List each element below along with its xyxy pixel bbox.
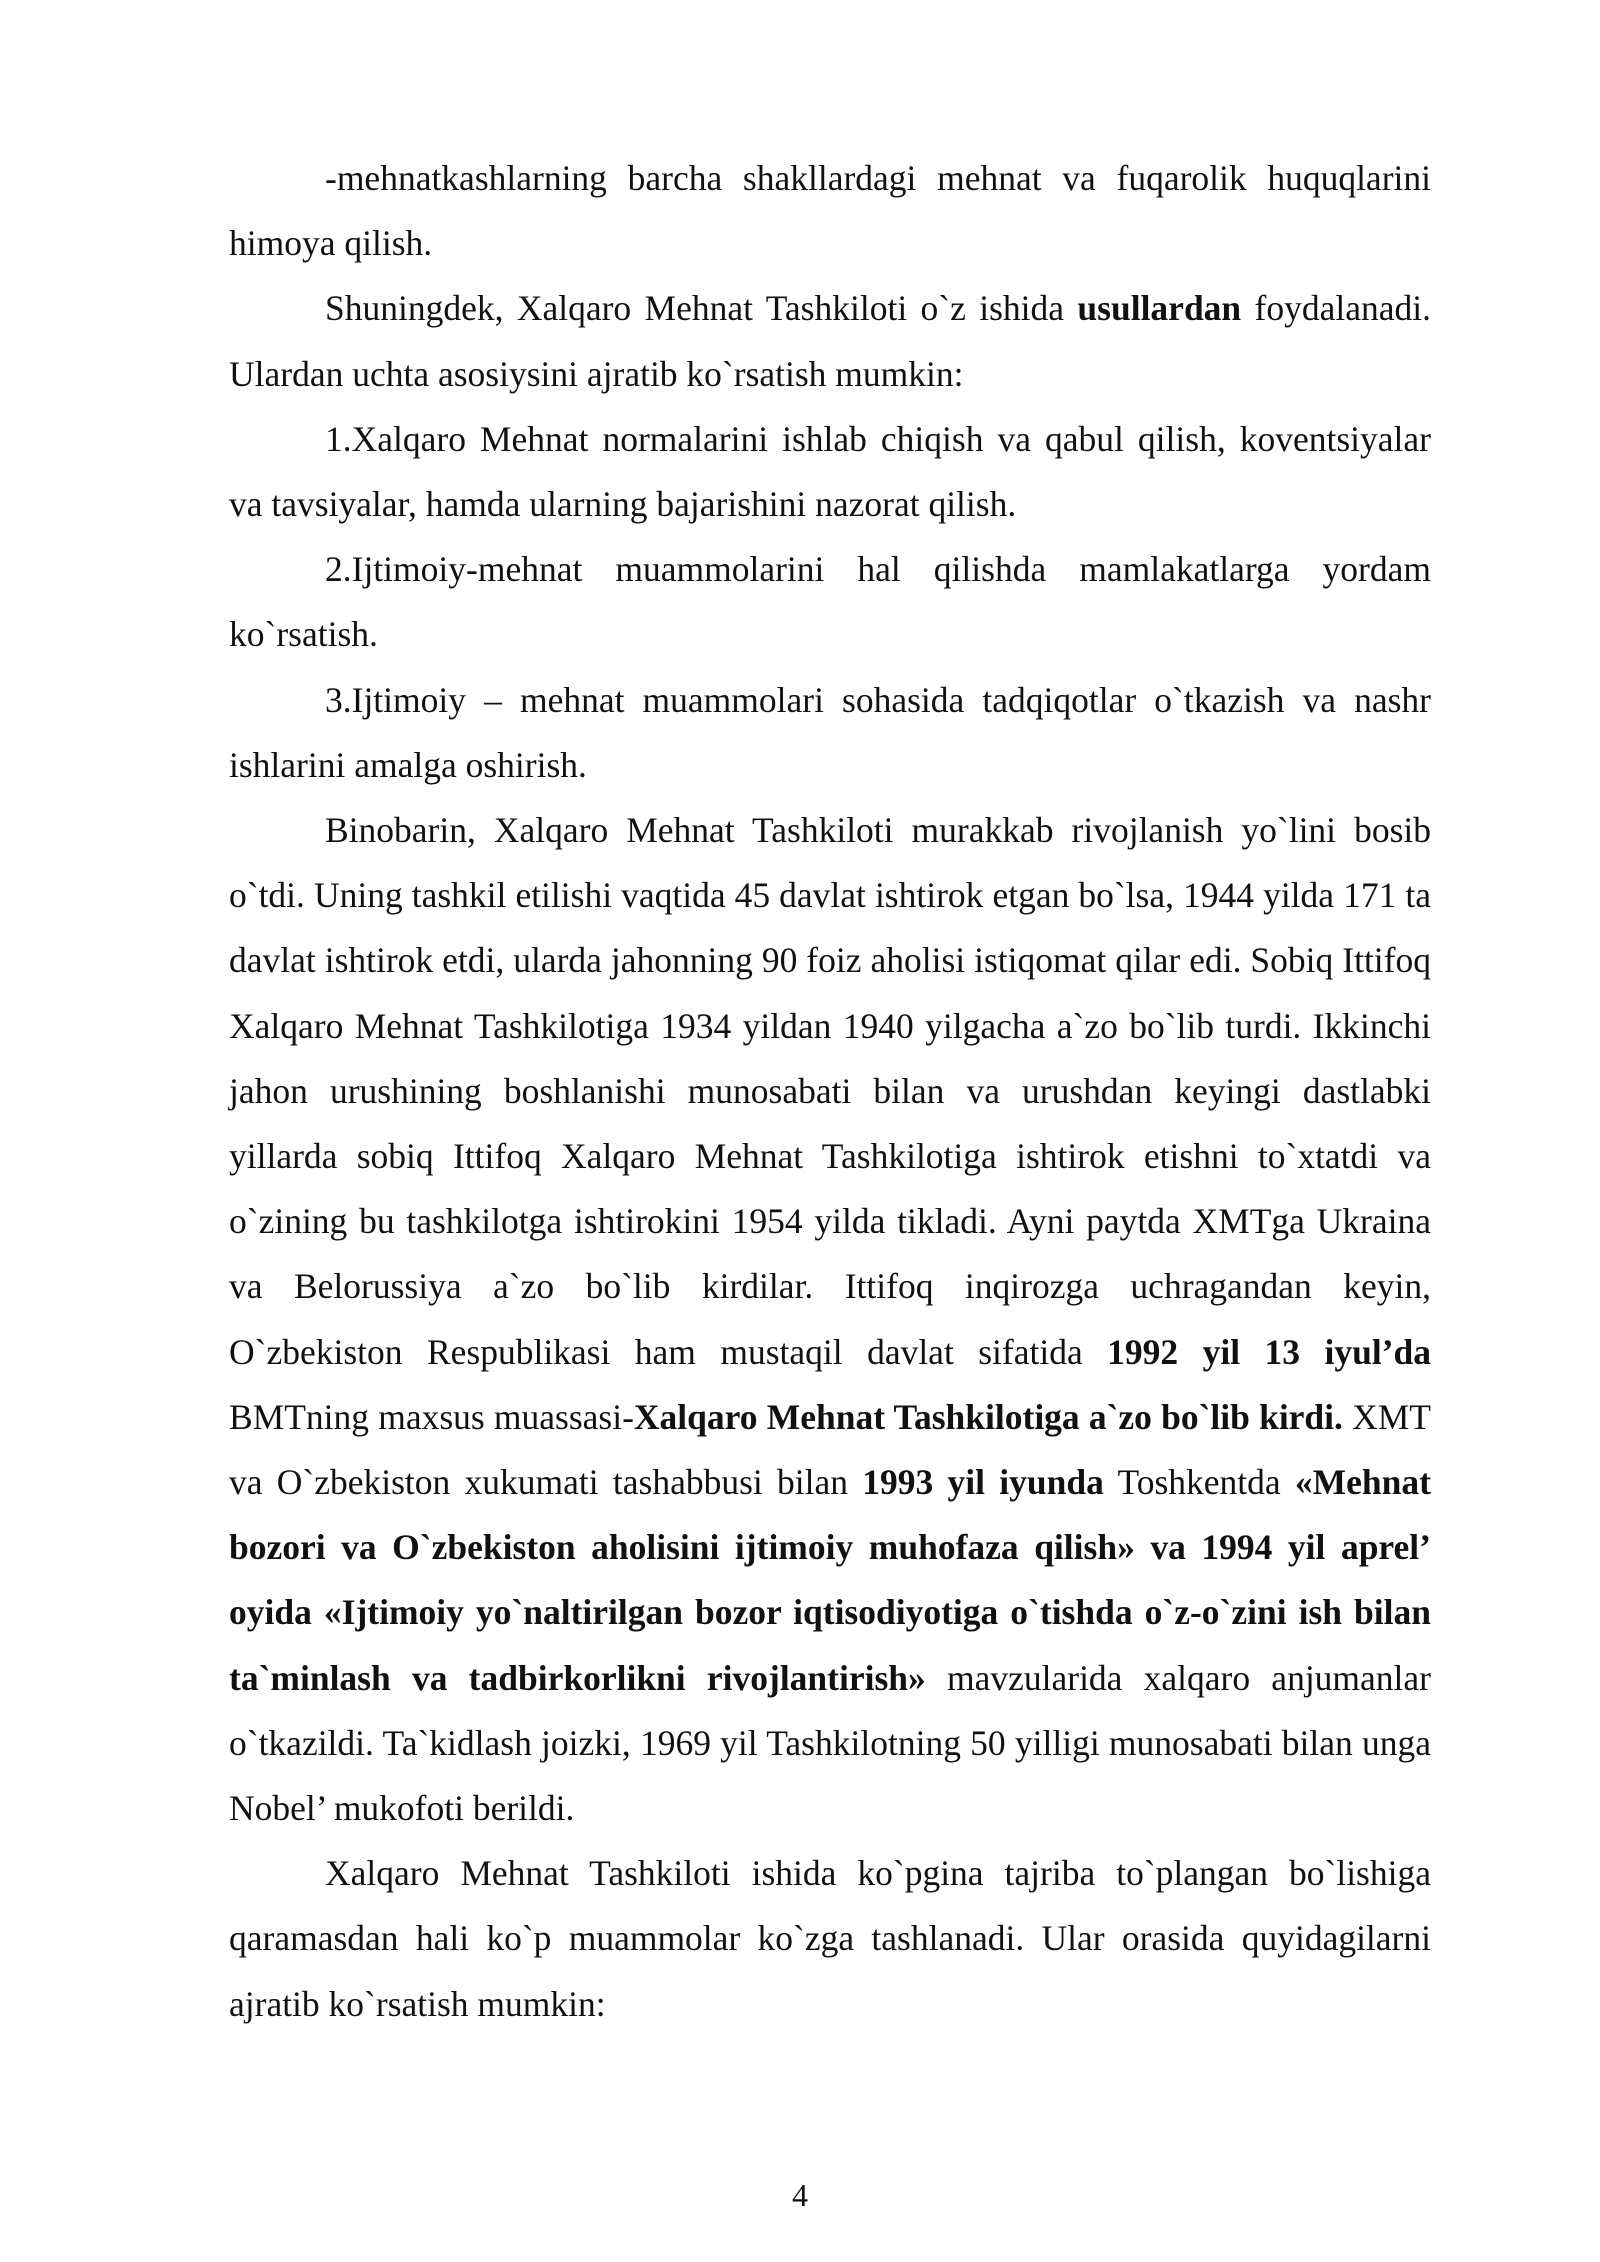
text-segment: Shuningdek, Xalqaro Mehnat Tashkiloti o`z ishida [325, 288, 1078, 329]
bold-text-segment: 1993 yil iyunda [862, 1462, 1104, 1503]
document-body [229, 146, 1431, 2037]
page-number: 4 [792, 2177, 808, 2213]
bold-text-segment: usullardan [1077, 288, 1242, 329]
text-segment: Xalqaro Mehnat Tashkiloti ishida ko`pgina tajriba to`plangan bo`lishiga qaramasdan hali ko`p muammolar ko`zga tashlanadi. Ular orasida quyidagilarni ajratib ko`rsatish mumkin: [229, 1853, 1431, 2024]
text-segment: 1.Xalqaro Mehnat normalarini ishlab chiqish va qabul qilish, koventsiyalar va tavsiyalar, hamda ularning bajarishini nazorat qilish. [229, 418, 1431, 525]
text-segment: XMT va O`zbekiston xukumati tashabbusi bilan [229, 1396, 1431, 1503]
text-segment: 3.Ijtimoiy – mehnat muammolari sohasida tadqiqotlar o`tkazish va nashr ishlarini amalga oshirish. [229, 679, 1431, 785]
paragraph-rights-protection [229, 146, 1431, 276]
text-segment: 2.Ijtimoiy-mehnat muammolarini hal qilishda mamlakatlarga yordam ko`rsatish. [229, 549, 1431, 655]
paragraph-methods-intro [229, 276, 1431, 406]
bold-text-segment: Xalqaro Mehnat Tashkilotiga a`zo bo`lib kirdi. [633, 1396, 1343, 1437]
paragraph-history [229, 798, 1431, 1841]
text-segment: BMTning maxsus muassasi- [229, 1396, 634, 1437]
bold-text-segment: 1992 yil 13 iyul’da [1107, 1331, 1431, 1372]
text-segment: Toshkentda [1103, 1462, 1295, 1503]
bold-text-segment: «Mehnat bozori va O`zbekiston aholisini ijtimoiy muhofaza qilish» va 1994 yil aprel’ oyida «Ijtimoiy yo`naltirilgan bozor iqtisodiyotiga o`tishda o`z-o`zini ish bilan ta`minlash va tadbirkorlikni rivojlantirish» [229, 1462, 1431, 1698]
paragraph-method-3 [229, 668, 1431, 798]
text-segment: -mehnatkashlarning barcha shakllardagi mehnat va fuqarolik huquqlarini himoya qilish. [229, 158, 1431, 264]
text-segment: foydalanadi. Ulardan uchta asosiysini ajratib ko`rsatish mumkin: [229, 288, 1431, 394]
text-segment: mavzularida xalqaro anjumanlar o`tkazildi. Ta`kidlash joizki, 1969 yil Tashkilotning 50 yilligi munosabati bilan unga Nobel’ mukofoti berildi. [229, 1657, 1431, 1829]
paragraph-problems-intro [229, 1841, 1431, 2037]
paragraph-method-1 [229, 407, 1431, 537]
text-segment: Binobarin, Xalqaro Mehnat Tashkiloti murakkab rivojlanish yo`lini bosib o`tdi. Uning tashkil etilishi vaqtida 45 davlat ishtirok etgan bo`lsa, 1944 yilda 171 ta davlat ishtirok etdi, ularda jahonning 90 foiz aholisi istiqomat qilar edi. Sobiq Ittifoq Xalqaro Mehnat Tashkilotiga 1934 yildan 1940 yilgacha a`zo bo`lib turdi. Ikkinchi jahon urushining boshlanishi munosabati bilan va urushdan keyingi dastlabki yillarda sobiq Ittifoq Xalqaro Mehnat Tashkilotiga ishtirok etishni to`xtatdi va o`zining bu tashkilotga ishtirokini 1954 yilda tikladi. Ayni paytda XMTga Ukraina va Belorussiya a`zo bo`lib kirdilar. Ittifoq inqirozga uchragandan keyin, O`zbekiston Respublikasi ham mustaqil davlat sifatida [229, 810, 1431, 1372]
paragraph-method-2 [229, 537, 1431, 667]
